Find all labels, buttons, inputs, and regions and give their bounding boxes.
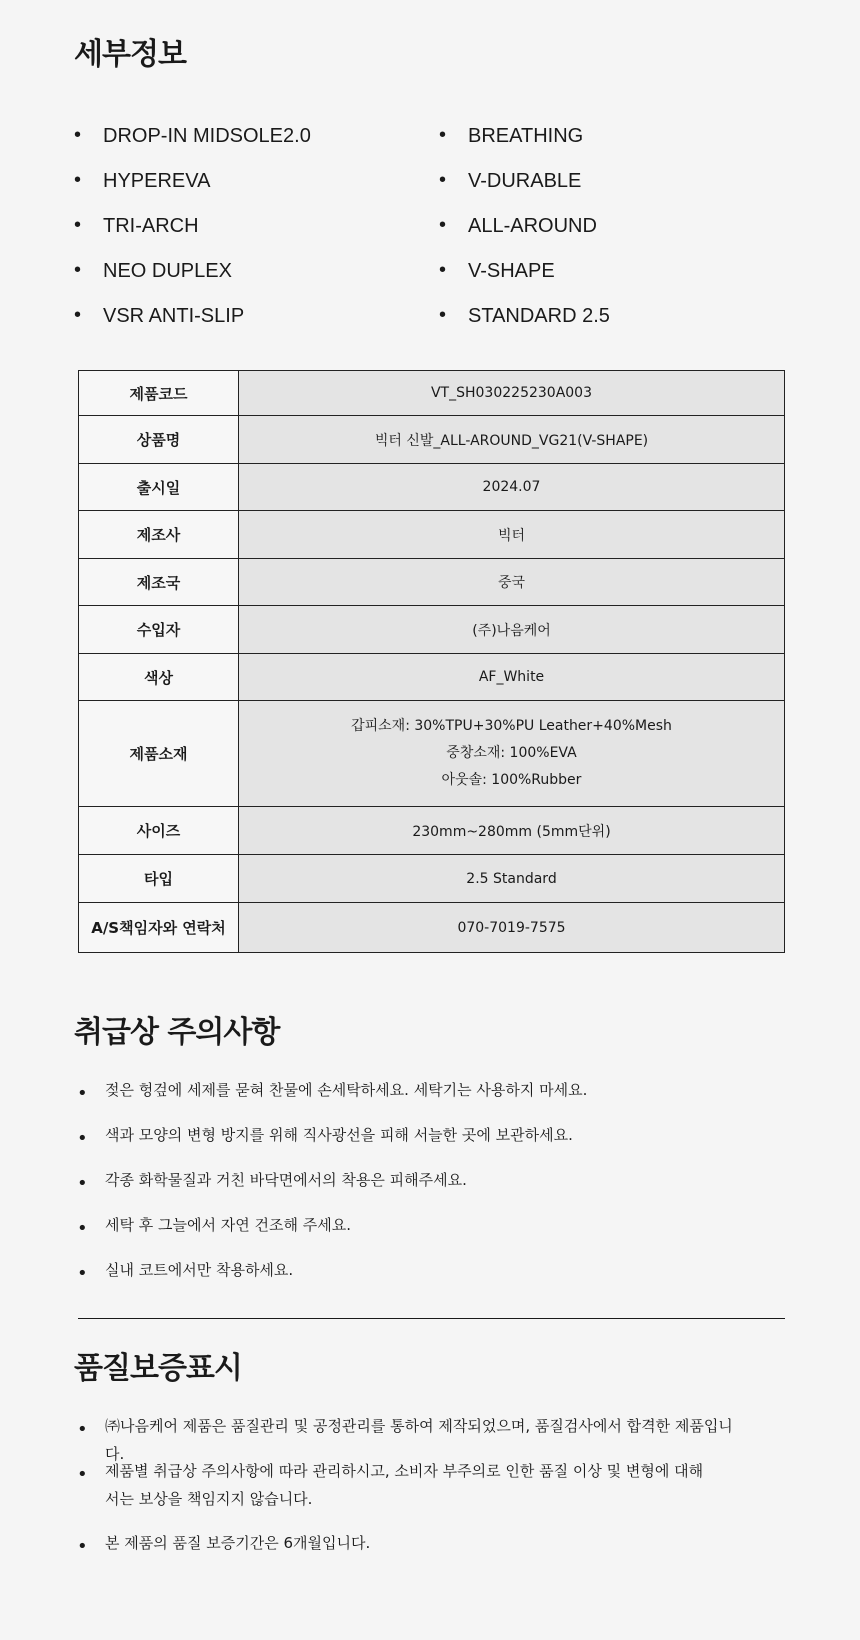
- spec-label: 제조국: [79, 559, 239, 606]
- spec-value-line: 아웃솔: 100%Rubber: [441, 772, 582, 788]
- feature-item: • VSR ANTI-SLIP: [103, 306, 244, 326]
- feature-item: • TRI-ARCH: [103, 216, 199, 236]
- feature-item: • V-DURABLE: [468, 171, 581, 191]
- feature-item: • HYPEREVA: [103, 171, 210, 191]
- spec-table: [78, 370, 785, 953]
- feature-item: • ALL-AROUND: [468, 216, 597, 236]
- handling-heading: 취급상 주의사항: [74, 1015, 280, 1050]
- spec-value: 070-7019-7575: [239, 903, 785, 953]
- spec-value: VT_SH030225230A003: [239, 371, 785, 416]
- spec-label: 출시일: [79, 464, 239, 511]
- quality-item: • 제품별 취급상 주의사항에 따라 관리하시고, 소비자 부주의로 인한 품질 이상 및 변형에 대해서는 보상을 책임지지 않습니다.: [105, 1458, 715, 1514]
- spec-row-country: [79, 559, 785, 606]
- spec-label: 타입: [79, 855, 239, 903]
- quality-item: • 본 제품의 품질 보증기간은 6개월입니다.: [105, 1530, 745, 1558]
- spec-row-importer: [79, 606, 785, 654]
- feature-item: • NEO DUPLEX: [103, 261, 232, 281]
- handling-item: • 젖은 헝겊에 세제를 묻혀 찬물에 손세탁하세요. 세탁기는 사용하지 마세요.: [105, 1077, 745, 1105]
- spec-row-release: [79, 464, 785, 511]
- spec-value: 230mm~280mm (5mm단위): [239, 807, 785, 855]
- spec-value: AF_White: [239, 654, 785, 701]
- spec-value: [239, 701, 785, 807]
- spec-label: 제조사: [79, 511, 239, 559]
- spec-value: 빅터 신발_ALL-AROUND_VG21(V-SHAPE): [239, 416, 785, 464]
- spec-row-material: [79, 701, 785, 807]
- spec-row-color: [79, 654, 785, 701]
- spec-value-line: 갑피소재: 30%TPU+30%PU Leather+40%Mesh: [351, 718, 672, 734]
- spec-label: 색상: [79, 654, 239, 701]
- quality-item: • ㈜나음케어 제품은 품질관리 및 공정관리를 통하여 제작되었으며, 품질검사에서 합격한 제품입니다.: [105, 1413, 745, 1469]
- spec-row-size: [79, 807, 785, 855]
- handling-item: • 실내 코트에서만 착용하세요.: [105, 1257, 745, 1285]
- details-heading: 세부정보: [74, 37, 186, 72]
- spec-row-maker: [79, 511, 785, 559]
- feature-item: • V-SHAPE: [468, 261, 555, 281]
- spec-label: 사이즈: [79, 807, 239, 855]
- feature-item: • BREATHING: [468, 126, 583, 146]
- spec-label: 수입자: [79, 606, 239, 654]
- feature-item: • STANDARD 2.5: [468, 306, 610, 326]
- spec-value: 중국: [239, 559, 785, 606]
- handling-item: • 색과 모양의 변형 방지를 위해 직사광선을 피해 서늘한 곳에 보관하세요.: [105, 1122, 745, 1150]
- quality-heading: 품질보증표시: [74, 1351, 242, 1386]
- feature-item: • DROP-IN MIDSOLE2.0: [103, 126, 311, 146]
- spec-row-as-contact: [79, 903, 785, 953]
- spec-value: (주)나음케어: [239, 606, 785, 654]
- spec-row-name: [79, 416, 785, 464]
- spec-label: 제품코드: [79, 371, 239, 416]
- handling-item: • 세탁 후 그늘에서 자연 건조해 주세요.: [105, 1212, 745, 1240]
- spec-label: 제품소재: [79, 701, 239, 807]
- handling-item: • 각종 화학물질과 거친 바닥면에서의 착용은 피해주세요.: [105, 1167, 745, 1195]
- spec-row-code: [79, 371, 785, 416]
- spec-label: A/S책임자와 연락처: [79, 903, 239, 953]
- spec-value: 2024.07: [239, 464, 785, 511]
- section-divider: [78, 1318, 785, 1319]
- spec-label: 상품명: [79, 416, 239, 464]
- spec-value-line: 중창소재: 100%EVA: [446, 745, 577, 761]
- spec-value: 빅터: [239, 511, 785, 559]
- spec-row-type: [79, 855, 785, 903]
- spec-value: 2.5 Standard: [239, 855, 785, 903]
